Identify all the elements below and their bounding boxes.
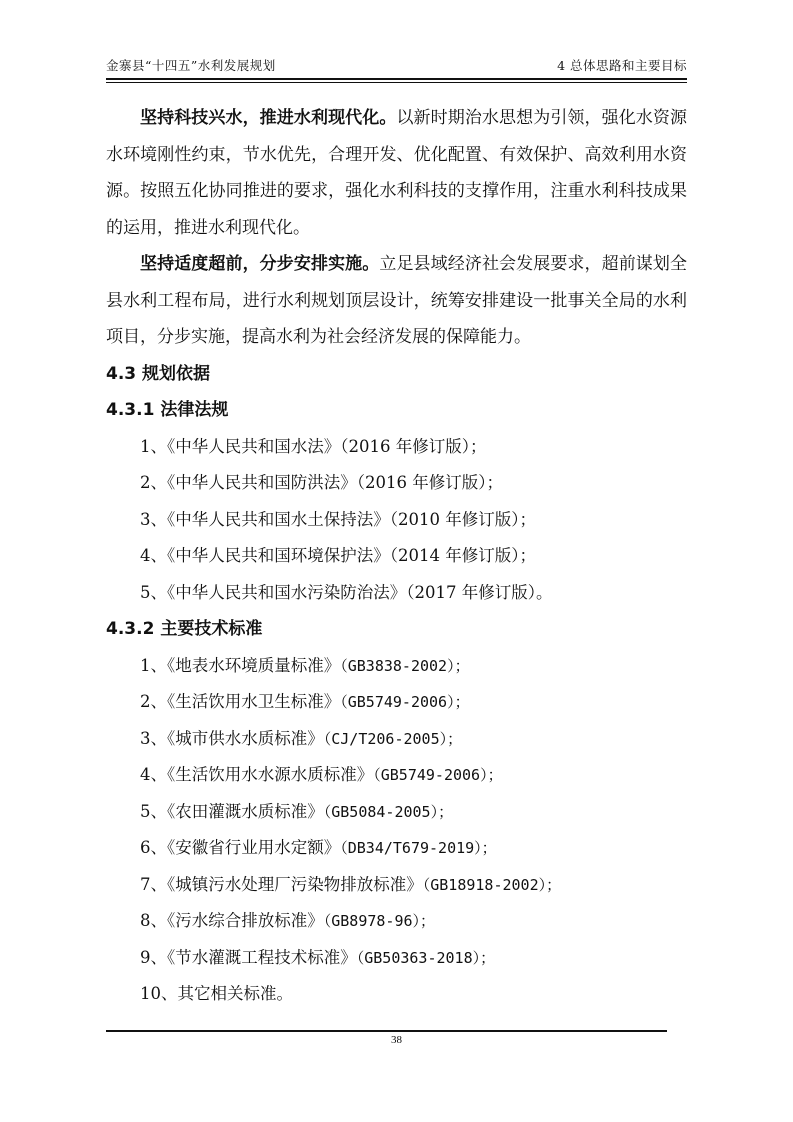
list-item <box>106 867 687 904</box>
standard-name: 《污水综合排放标准》 <box>167 911 324 930</box>
standard-name: 《地表水环境质量标准》 <box>167 655 341 675</box>
list-item <box>106 757 687 794</box>
standard-code: （GB18918-2002）； <box>422 875 562 894</box>
item-number: 6、 <box>140 838 167 857</box>
list-item <box>106 502 687 539</box>
law-name: 《中华人民共和国水法》 <box>167 436 341 456</box>
standard-code: （GB5084-2005）； <box>323 802 454 821</box>
laws-list <box>106 429 687 612</box>
header-rule-thin <box>106 82 687 83</box>
standards-list <box>106 648 687 1013</box>
standard-code: （GB3838-2002）； <box>340 656 470 675</box>
item-number: 10、 <box>140 984 178 1003</box>
page-number: 38 <box>391 1034 402 1046</box>
list-item <box>106 648 687 685</box>
page-header <box>106 52 687 78</box>
standard-name: 其它相关标准。 <box>177 984 293 1003</box>
standard-name: 《安徽省行业用水定额》 <box>167 838 341 857</box>
item-number: 5、 <box>140 801 167 821</box>
law-revision: （2017 年修订版）。 <box>406 582 553 602</box>
list-item <box>106 575 687 612</box>
section-heading-4-3-2: 4.3.2 主要技术标准 <box>106 619 263 639</box>
paragraph-tech-text: 以新时期治水思想为引领，强化水资源水环境刚性约束，节水优先，合理开发、优化配置、有效保护、高效利用水资源。按照五化协同推进的要求，强化水利科技的支撑作用，注重水利科技成果的运用，推进水利现代化。 <box>106 108 688 238</box>
paragraph-tech-lead: 坚持科技兴水，推进水利现代化。 <box>140 108 397 128</box>
header-rule <box>106 78 687 80</box>
standard-code: （CJ/T206-2005）； <box>323 729 463 748</box>
section-heading-4-3: 4.3 规划依据 <box>106 363 211 384</box>
item-number: 4、 <box>140 546 167 565</box>
paragraph-advance <box>106 246 687 356</box>
item-number: 2、 <box>140 692 167 711</box>
standard-name: 《城市供水水质标准》 <box>167 728 324 748</box>
list-item <box>106 429 687 466</box>
list-item <box>106 976 687 1013</box>
paragraph-advance-lead: 坚持适度超前，分步安排实施。 <box>140 254 380 274</box>
list-item <box>106 830 687 867</box>
law-name: 《中华人民共和国防洪法》 <box>167 473 357 492</box>
standard-name: 《城镇污水处理厂污染物排放标准》 <box>167 874 423 894</box>
standard-name: 《生活饮用水卫生标准》 <box>167 692 341 711</box>
law-revision: （2014 年修订版）； <box>389 546 536 565</box>
standard-code: （GB5749-2006）； <box>340 693 470 711</box>
standard-code: （DB34/T679-2019）； <box>340 839 497 857</box>
item-number: 8、 <box>140 911 167 930</box>
item-number: 4、 <box>140 765 167 784</box>
item-number: 2、 <box>140 473 167 492</box>
list-item <box>106 940 687 977</box>
item-number: 5、 <box>140 582 167 602</box>
standard-code: （GB8978-96）； <box>323 912 436 930</box>
list-item <box>106 538 687 575</box>
item-number: 1、 <box>140 655 167 675</box>
law-revision: （2016 年修订版）； <box>356 473 503 492</box>
law-revision: （2010 年修订版）； <box>389 509 536 529</box>
law-name: 《中华人民共和国水土保持法》 <box>167 509 390 529</box>
item-number: 7、 <box>140 874 167 894</box>
law-revision: （2016 年修订版）； <box>340 436 487 456</box>
list-item <box>106 721 687 758</box>
list-item <box>106 903 687 940</box>
paragraph-tech <box>106 100 687 246</box>
standard-name: 《节水灌溉工程技术标准》 <box>167 947 357 967</box>
item-number: 9、 <box>140 947 167 967</box>
list-item <box>106 794 687 831</box>
footer-rule <box>106 1030 667 1032</box>
item-number: 3、 <box>140 509 167 529</box>
law-name: 《中华人民共和国环境保护法》 <box>167 546 390 565</box>
standard-code: （GB5749-2006）； <box>373 766 503 784</box>
paragraph-advance-text: 立足县域经济社会发展要求，超前谋划全县水利工程布局，进行水利规划顶层设计，统筹安排建设一批事关全局的水利项目，分步实施，提高水利为社会经济发展的保障能力。 <box>106 254 688 347</box>
standard-code: （GB50363-2018）； <box>356 948 496 967</box>
header-document-title: 金寨县“十四五”水利发展规划 <box>106 58 276 73</box>
law-name: 《中华人民共和国水污染防治法》 <box>167 582 407 602</box>
list-item <box>106 465 687 502</box>
standard-name: 《农田灌溉水质标准》 <box>167 801 324 821</box>
item-number: 3、 <box>140 728 167 748</box>
standard-name: 《生活饮用水水源水质标准》 <box>167 765 374 784</box>
page-body <box>106 100 687 1013</box>
item-number: 1、 <box>140 436 167 456</box>
header-chapter-title: 4 总体思路和主要目标 <box>557 58 687 73</box>
section-heading-4-3-1: 4.3.1 法律法规 <box>106 400 229 420</box>
list-item <box>106 684 687 721</box>
